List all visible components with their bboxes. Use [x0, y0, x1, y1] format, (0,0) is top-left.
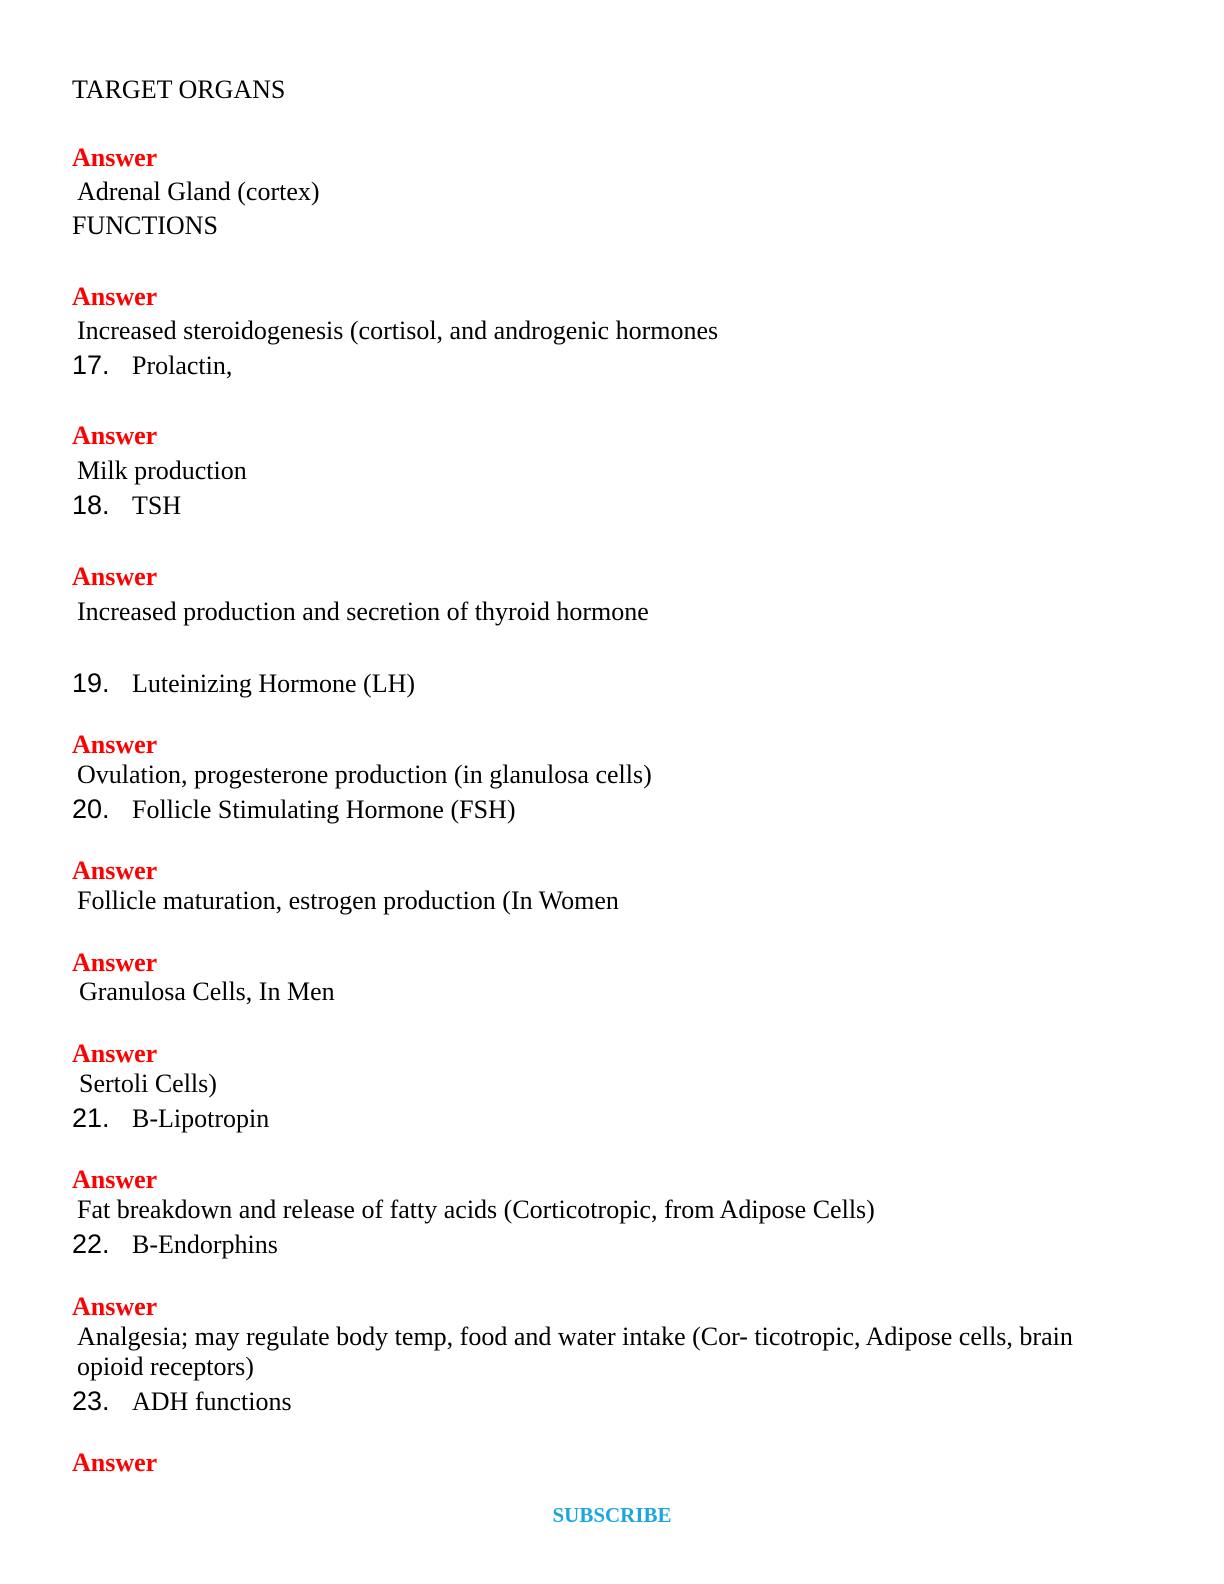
answer-label: Answer	[72, 856, 158, 885]
question-number: 23.	[72, 1386, 110, 1416]
question-item	[72, 1229, 278, 1260]
answer-text: Ovulation, progesterone production (in glanulosa cells)	[77, 760, 652, 789]
question-text: Luteinizing Hormone (LH)	[132, 669, 416, 698]
question-number: 22.	[72, 1229, 110, 1259]
question-item	[72, 490, 181, 521]
answer-text: Follicle maturation, estrogen production (In Women	[77, 886, 619, 915]
answer-text: Fat breakdown and release of fatty acids (Corticotropic, from Adipose Cells)	[77, 1195, 875, 1224]
question-item	[72, 350, 232, 381]
section-heading-target-organs: TARGET ORGANS	[72, 75, 286, 104]
question-text: ADH functions	[132, 1387, 292, 1416]
subscribe-link[interactable]: SUBSCRIBE	[552, 1503, 672, 1527]
question-item	[72, 794, 516, 825]
answer-label: Answer	[72, 562, 158, 591]
question-number: 18.	[72, 490, 110, 520]
question-item	[72, 1103, 269, 1134]
question-number: 19.	[72, 668, 110, 698]
question-number: 17.	[72, 350, 110, 380]
answer-label: Answer	[72, 143, 158, 172]
question-item	[72, 668, 415, 699]
answer-label: Answer	[72, 421, 158, 450]
answer-label: Answer	[72, 1448, 158, 1477]
section-heading-functions: FUNCTIONS	[72, 211, 218, 240]
question-text: Follicle Stimulating Hormone (FSH)	[132, 795, 516, 824]
answer-label: Answer	[72, 948, 158, 977]
question-item	[72, 1386, 292, 1417]
answer-label: Answer	[72, 730, 158, 759]
answer-text: Adrenal Gland (cortex)	[77, 177, 320, 206]
answer-text: Sertoli Cells)	[79, 1069, 217, 1098]
question-number: 20.	[72, 794, 110, 824]
answer-label: Answer	[72, 1165, 158, 1194]
answer-label: Answer	[72, 282, 158, 311]
question-number: 21.	[72, 1103, 110, 1133]
answer-label: Answer	[72, 1039, 158, 1068]
question-text: B-Lipotropin	[132, 1104, 270, 1133]
answer-text: Milk production	[77, 456, 247, 485]
question-text: Prolactin,	[132, 351, 233, 380]
answer-text: Increased production and secretion of thyroid hormone	[77, 597, 649, 626]
answer-text: Granulosa Cells, In Men	[79, 977, 335, 1006]
answer-text: Increased steroidogenesis (cortisol, and androgenic hormones	[77, 316, 719, 345]
question-text: TSH	[132, 491, 182, 520]
question-text: B-Endorphins	[132, 1230, 278, 1259]
answer-text: Analgesia; may regulate body temp, food and water intake (Cor- ticotropic, Adipose cells, brain opioid receptors)	[77, 1322, 1073, 1381]
answer-label: Answer	[72, 1292, 158, 1321]
